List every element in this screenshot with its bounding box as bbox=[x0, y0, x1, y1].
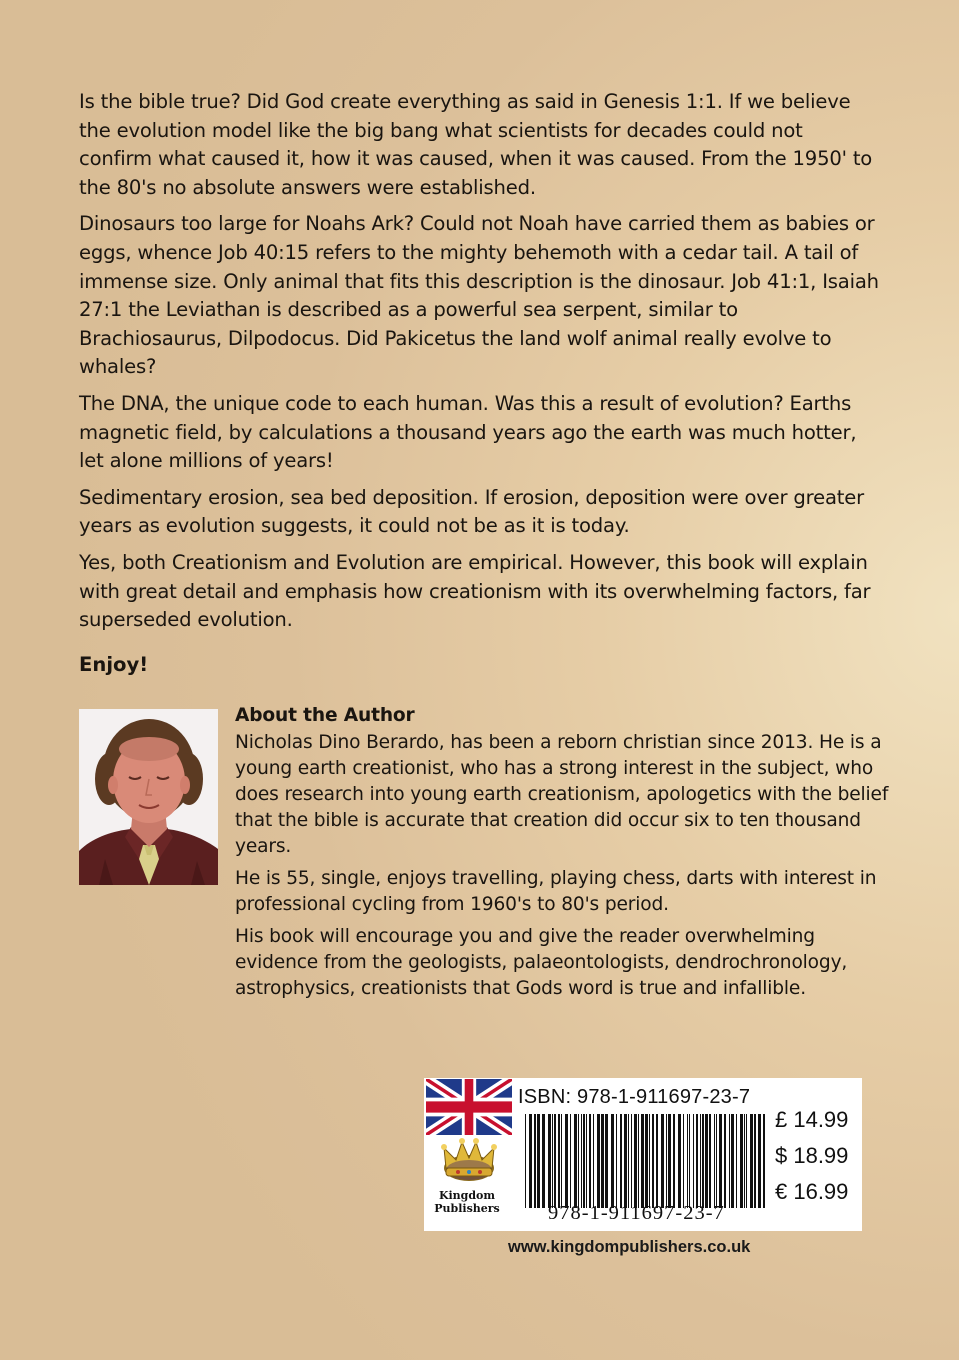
price-eur: € 16.99 bbox=[775, 1179, 849, 1204]
publisher-website: www.kingdompublishers.co.uk bbox=[508, 1238, 751, 1256]
isbn-number: 978-1-911697-23-7 bbox=[548, 1202, 725, 1224]
publisher-name: Kingdom Publishers bbox=[434, 1189, 500, 1215]
author-photo bbox=[79, 709, 218, 885]
union-jack-flag-icon bbox=[426, 1079, 512, 1135]
barcode-panel bbox=[424, 1078, 862, 1231]
closing-line: Enjoy! bbox=[79, 653, 149, 676]
blurb-paragraph: Dinosaurs too large for Noahs Ark? Could not Noah have carried them as babies or eggs, whence Job 40:15 refers to the mighty behemoth with a cedar tail. A tail of immense size. Only animal that fits this description is the dinosaur. Job 41:1, Isaiah 27:1 the Leviathan is described as a powerful sea serpent, similar to Brachiosaurus, Dilpodocus. Did Pakicetus the land wolf animal really evolve to whales? bbox=[79, 212, 879, 379]
author-paragraph: He is 55, single, enjoys travelling, playing chess, darts with interest in professional cycling from 1960's to 80's period. bbox=[235, 868, 877, 915]
blurb-paragraph: Sedimentary erosion, sea bed deposition. If erosion, deposition were over greater years as evolution suggests, it could not be as it is today. bbox=[79, 485, 864, 538]
blurb-paragraph: Is the bible true? Did God create everything as said in Genesis 1:1. If we believe the evolution model like the big bang what scientists for decades could not confirm what caused it, how it was caused, when it was caused. From the 1950' to the 80's no absolute answers were established. bbox=[79, 90, 873, 199]
about-author-section bbox=[235, 702, 895, 1008]
about-author-heading: About the Author bbox=[235, 705, 415, 726]
isbn-label: ISBN: 978-1-911697-23-7 bbox=[518, 1086, 751, 1108]
crown-logo-icon bbox=[440, 1138, 498, 1186]
blurb-text bbox=[79, 88, 879, 643]
price-list bbox=[775, 1102, 848, 1210]
barcode-icon bbox=[523, 1114, 769, 1208]
blurb-paragraph: Yes, both Creationism and Evolution are empirical. However, this book will explain with great detail and emphasis how creationism with its overwhelming factors, far superseded evolution. bbox=[79, 550, 871, 632]
author-paragraph: His book will encourage you and give the reader overwhelming evidence from the geologists, palaeontologists, dendrochronology, astrophysics, creationists that Gods word is true and infallible. bbox=[235, 926, 848, 999]
author-portrait-icon bbox=[79, 709, 218, 885]
author-paragraph: Nicholas Dino Berardo, has been a reborn christian since 2013. He is a young earth creationist, who has a strong interest in the subject, who does research into young earth creationism, apologetics with the belief that the bible is accurate that creation did occur six to ten thousand years. bbox=[235, 732, 889, 857]
price-gbp: £ 14.99 bbox=[775, 1107, 849, 1132]
blurb-paragraph: The DNA, the unique code to each human. Was this a result of evolution? Earths magnetic field, by calculations a thousand years ago the earth was much hotter, let alone millions of years! bbox=[79, 391, 857, 473]
price-usd: $ 18.99 bbox=[775, 1143, 849, 1168]
